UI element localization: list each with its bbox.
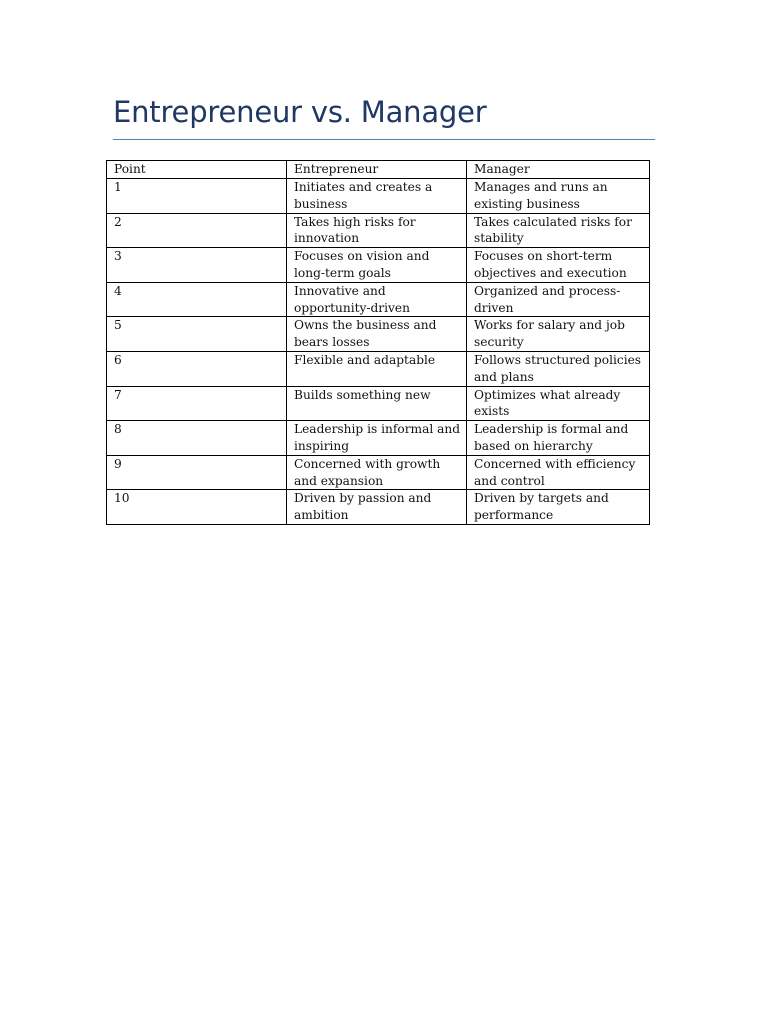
cell-point: 10 [107,490,287,525]
cell-manager: Follows structured policies and plans [467,351,650,386]
cell-manager: Manages and runs an existing business [467,179,650,214]
title-underline [113,139,655,140]
cell-point: 3 [107,248,287,283]
comparison-table [106,160,650,525]
cell-entrepreneur: Builds something new [287,386,467,421]
table-row [107,351,650,386]
cell-entrepreneur: Initiates and creates a business [287,179,467,214]
header-entrepreneur: Entrepreneur [287,161,467,179]
cell-manager: Concerned with efficiency and control [467,455,650,490]
cell-manager: Works for salary and job security [467,317,650,352]
table-row [107,317,650,352]
cell-entrepreneur: Takes high risks for innovation [287,213,467,248]
cell-point: 9 [107,455,287,490]
cell-manager: Leadership is formal and based on hierarchy [467,421,650,456]
cell-manager: Driven by targets and performance [467,490,650,525]
cell-point: 1 [107,179,287,214]
table-row [107,248,650,283]
table-row [107,490,650,525]
header-point: Point [107,161,287,179]
cell-entrepreneur: Concerned with growth and expansion [287,455,467,490]
table-row [107,455,650,490]
cell-point: 6 [107,351,287,386]
cell-manager: Optimizes what already exists [467,386,650,421]
table-row [107,282,650,317]
cell-manager: Focuses on short-term objectives and execution [467,248,650,283]
table-row [107,179,650,214]
cell-point: 8 [107,421,287,456]
table-row [107,386,650,421]
cell-entrepreneur: Owns the business and bears losses [287,317,467,352]
cell-entrepreneur: Driven by passion and ambition [287,490,467,525]
cell-point: 5 [107,317,287,352]
cell-point: 4 [107,282,287,317]
cell-entrepreneur: Focuses on vision and long-term goals [287,248,467,283]
cell-point: 2 [107,213,287,248]
table-row [107,421,650,456]
cell-manager: Organized and process-driven [467,282,650,317]
header-manager: Manager [467,161,650,179]
cell-entrepreneur: Innovative and opportunity-driven [287,282,467,317]
cell-entrepreneur: Leadership is informal and inspiring [287,421,467,456]
cell-entrepreneur: Flexible and adaptable [287,351,467,386]
cell-point: 7 [107,386,287,421]
table-header-row [107,161,650,179]
table-row [107,213,650,248]
cell-manager: Takes calculated risks for stability [467,213,650,248]
document-title: Entrepreneur vs. Manager [113,95,487,129]
